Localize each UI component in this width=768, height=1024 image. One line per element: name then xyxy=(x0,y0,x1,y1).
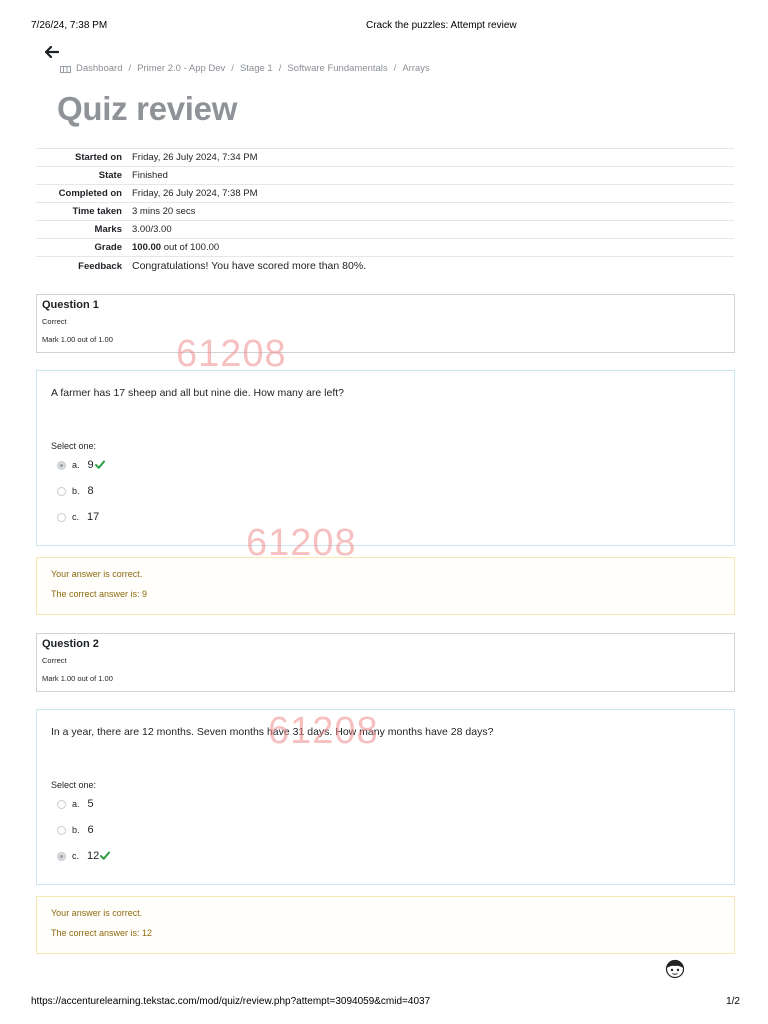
summary-row-completed xyxy=(36,185,734,203)
summary-label: Marks xyxy=(94,224,122,235)
radio-button[interactable] xyxy=(57,487,66,496)
summary-label: State xyxy=(98,170,122,181)
question-1-info xyxy=(36,294,735,353)
breadcrumb-activity[interactable]: Arrays xyxy=(402,63,430,74)
summary-row-feedback xyxy=(36,257,734,276)
summary-row-state xyxy=(36,167,734,185)
answer-letter: b. xyxy=(72,825,80,835)
question-1-formulation xyxy=(36,370,735,546)
answer-text: 9 xyxy=(87,459,94,471)
question-number: Question 2 xyxy=(42,638,99,650)
print-footer xyxy=(31,996,740,1010)
print-header xyxy=(31,20,737,34)
radio-button[interactable] xyxy=(57,826,66,835)
breadcrumb-section[interactable]: Software Fundamentals xyxy=(287,63,388,74)
answer-text: 5 xyxy=(87,798,94,810)
question-1-outcome xyxy=(36,557,735,615)
dashboard-icon xyxy=(60,66,71,73)
watermark: 61208 xyxy=(246,522,357,564)
summary-value: Friday, 26 July 2024, 7:38 PM xyxy=(132,188,258,199)
answer-feedback: Your answer is correct. xyxy=(51,569,143,579)
answer-option-b[interactable] xyxy=(57,485,94,497)
summary-row-time-taken xyxy=(36,203,734,221)
breadcrumb-stage[interactable]: Stage 1 xyxy=(239,63,273,74)
question-2-info xyxy=(36,633,735,692)
check-icon xyxy=(100,851,110,860)
watermark: 61208 xyxy=(176,333,287,375)
summary-row-started xyxy=(36,149,734,167)
print-page-title: Crack the puzzles: Attempt review xyxy=(366,20,517,31)
summary-value xyxy=(132,239,734,257)
answer-feedback: Your answer is correct. xyxy=(51,908,143,918)
question-state: Correct xyxy=(42,656,67,665)
summary-value: 3.00/3.00 xyxy=(132,224,172,235)
question-text: In a year, there are 12 months. Seven months have 31 days. How many months have 28 days? xyxy=(51,726,494,738)
breadcrumb-course[interactable]: Primer 2.0 - App Dev xyxy=(137,63,226,74)
answer-text: 17 xyxy=(87,511,100,523)
breadcrumb-separator: / xyxy=(393,63,397,74)
question-2-outcome xyxy=(36,896,735,954)
summary-label: Grade xyxy=(94,242,122,253)
check-icon xyxy=(95,460,105,469)
radio-button[interactable] xyxy=(57,800,66,809)
answer-text: 6 xyxy=(87,824,94,836)
answer-option-a[interactable] xyxy=(57,798,94,810)
select-one-prompt: Select one: xyxy=(51,780,97,790)
answer-option-a[interactable] xyxy=(57,459,105,471)
print-datetime: 7/26/24, 7:38 PM xyxy=(31,20,108,31)
question-state: Correct xyxy=(42,317,67,326)
answer-option-c[interactable] xyxy=(57,511,99,523)
summary-value: Friday, 26 July 2024, 7:34 PM xyxy=(132,152,258,163)
answer-text: 8 xyxy=(87,485,94,497)
grade-out-of: out of 100.00 xyxy=(161,242,220,253)
breadcrumb-separator: / xyxy=(231,63,234,74)
attempt-summary-table xyxy=(36,148,734,275)
back-arrow-icon[interactable] xyxy=(45,46,59,58)
question-mark: Mark 1.00 out of 1.00 xyxy=(42,674,113,683)
select-one-prompt: Select one: xyxy=(51,441,97,451)
summary-row-marks xyxy=(36,221,734,239)
question-text: A farmer has 17 sheep and all but nine die. How many are left? xyxy=(51,387,345,399)
radio-button[interactable] xyxy=(57,852,66,861)
summary-label: Time taken xyxy=(72,206,122,217)
page-url: https://accenturelearning.tekstac.com/mod/quiz/review.php?attempt=3094059&cmid=4037 xyxy=(31,996,431,1007)
summary-label: Feedback xyxy=(78,260,122,272)
answer-letter: c. xyxy=(72,512,80,522)
answer-letter: a. xyxy=(72,799,80,809)
radio-button[interactable] xyxy=(57,461,66,470)
page-count: 1/2 xyxy=(726,996,740,1007)
correct-answer: The correct answer is: 9 xyxy=(51,589,148,599)
watermark: 61208 xyxy=(268,710,379,752)
summary-value: 3 mins 20 secs xyxy=(132,206,196,217)
answer-letter: a. xyxy=(72,460,80,470)
summary-value: Congratulations! You have scored more than 80%. xyxy=(132,260,367,272)
question-2-formulation xyxy=(36,709,735,885)
grade-value: 100.00 xyxy=(132,242,162,253)
avatar-icon[interactable] xyxy=(665,959,685,979)
question-number: Question 1 xyxy=(42,299,99,311)
question-mark: Mark 1.00 out of 1.00 xyxy=(42,335,113,344)
correct-answer: The correct answer is: 12 xyxy=(51,928,153,938)
answer-letter: b. xyxy=(72,486,80,496)
breadcrumb-dashboard[interactable]: Dashboard xyxy=(76,63,123,74)
summary-label: Started on xyxy=(75,152,122,163)
breadcrumb xyxy=(60,63,430,74)
summary-value: Finished xyxy=(132,170,168,181)
answer-option-c[interactable] xyxy=(57,850,110,862)
breadcrumb-separator: / xyxy=(128,63,132,74)
answer-text: 12 xyxy=(87,850,100,862)
answer-option-b[interactable] xyxy=(57,824,94,836)
summary-row-grade xyxy=(36,239,734,257)
summary-label: Completed on xyxy=(58,188,122,199)
page-title: Quiz review xyxy=(57,90,238,127)
breadcrumb-separator: / xyxy=(278,63,282,74)
radio-button[interactable] xyxy=(57,513,66,522)
answer-letter: c. xyxy=(72,851,80,861)
